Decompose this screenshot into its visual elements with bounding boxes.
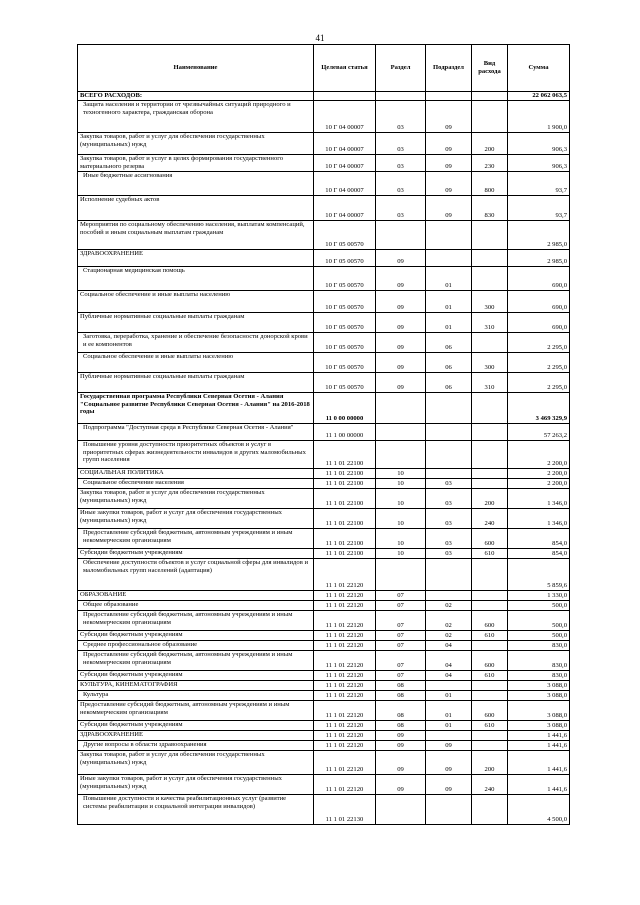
cell-expense-type: 300 <box>472 353 508 373</box>
table-row <box>78 479 570 489</box>
cell-target-code: 11 1 01 22120 <box>314 601 376 611</box>
cell-name: СОЦИАЛЬНАЯ ПОЛИТИКА <box>78 469 314 479</box>
cell-target-code: 11 0 00 00000 <box>314 393 376 424</box>
table-row <box>78 611 570 631</box>
table-row <box>78 701 570 721</box>
cell-subsection: 09 <box>426 751 472 775</box>
cell-target-code: 11 1 01 22100 <box>314 469 376 479</box>
header-section: Раздел <box>376 45 426 92</box>
cell-expense-type: 610 <box>472 631 508 641</box>
cell-target-code: 10 Г 05 00570 <box>314 267 376 291</box>
cell-sum: 906,3 <box>508 133 570 155</box>
cell-sum: 3 088,0 <box>508 691 570 701</box>
cell-target-code: 11 1 01 22120 <box>314 751 376 775</box>
cell-sum: 500,0 <box>508 611 570 631</box>
cell-target-code: 10 Г 04 00007 <box>314 172 376 196</box>
cell-expense-type: 200 <box>472 751 508 775</box>
cell-name: Субсидии бюджетным учреждениям <box>78 721 314 731</box>
cell-section <box>376 424 426 441</box>
cell-sum: 1 441,6 <box>508 751 570 775</box>
cell-target-code: 11 1 01 22120 <box>314 701 376 721</box>
cell-target-code: 11 1 01 22120 <box>314 731 376 741</box>
cell-sum: 690,0 <box>508 291 570 313</box>
cell-target-code: 10 Г 05 00570 <box>314 221 376 250</box>
cell-section <box>376 795 426 825</box>
cell-section: 08 <box>376 721 426 731</box>
cell-expense-type: 600 <box>472 529 508 549</box>
cell-expense-type: 300 <box>472 291 508 313</box>
cell-section <box>376 221 426 250</box>
table-row <box>78 441 570 469</box>
cell-name: Исполнение судебных актов <box>78 196 314 221</box>
cell-target-code <box>314 92 376 101</box>
cell-target-code: 11 1 01 22120 <box>314 681 376 691</box>
cell-section: 10 <box>376 549 426 559</box>
cell-expense-type <box>472 479 508 489</box>
cell-subsection: 03 <box>426 549 472 559</box>
cell-section: 09 <box>376 775 426 795</box>
cell-section: 09 <box>376 250 426 267</box>
budget-table <box>77 44 570 825</box>
cell-sum: 4 500,0 <box>508 795 570 825</box>
cell-sum: 1 900,0 <box>508 101 570 133</box>
cell-sum: 2 200,0 <box>508 479 570 489</box>
cell-target-code: 11 1 01 22100 <box>314 529 376 549</box>
table-row <box>78 651 570 671</box>
table-row <box>78 529 570 549</box>
cell-sum: 830,0 <box>508 671 570 681</box>
cell-target-code: 11 1 01 22120 <box>314 671 376 681</box>
cell-sum: 3 088,0 <box>508 681 570 691</box>
header-code: Целевая статья <box>314 45 376 92</box>
table-row <box>78 424 570 441</box>
cell-sum: 2 295,0 <box>508 373 570 393</box>
table-row <box>78 601 570 611</box>
cell-name: Общее образование <box>78 601 314 611</box>
cell-subsection <box>426 591 472 601</box>
table-row <box>78 333 570 353</box>
cell-section: 08 <box>376 691 426 701</box>
cell-section <box>376 559 426 591</box>
cell-target-code: 11 1 01 22130 <box>314 795 376 825</box>
cell-name: Государственная программа Республики Северная Осетия - Алания "Социальное развитие Республики Северная Осетия - Алания" на 2016-2018 годы <box>78 393 314 424</box>
cell-target-code: 11 1 01 22100 <box>314 479 376 489</box>
cell-expense-type: 200 <box>472 489 508 509</box>
cell-sum: 2 200,0 <box>508 441 570 469</box>
cell-subsection: 03 <box>426 479 472 489</box>
cell-name: Стационарная медицинская помощь <box>78 267 314 291</box>
cell-section: 03 <box>376 172 426 196</box>
cell-target-code: 10 Г 04 00007 <box>314 101 376 133</box>
cell-section: 09 <box>376 267 426 291</box>
cell-section: 09 <box>376 751 426 775</box>
cell-name: Культура <box>78 691 314 701</box>
cell-subsection: 02 <box>426 601 472 611</box>
table-body <box>78 92 570 825</box>
table-row <box>78 373 570 393</box>
cell-subsection: 03 <box>426 509 472 529</box>
cell-name: Закупка товаров, работ и услуг в целях формирования государственного материального резерва <box>78 155 314 172</box>
cell-subsection: 09 <box>426 133 472 155</box>
cell-target-code: 10 Г 05 00570 <box>314 373 376 393</box>
table-row <box>78 509 570 529</box>
cell-name: Повышение уровня доступности приоритетных объектов и услуг в приоритетных сферах жизнедеятельности инвалидов и других маломобильных групп населения <box>78 441 314 469</box>
cell-section: 07 <box>376 601 426 611</box>
cell-expense-type <box>472 92 508 101</box>
cell-expense-type: 610 <box>472 549 508 559</box>
table-header-row <box>78 45 570 92</box>
cell-target-code: 11 1 01 22120 <box>314 641 376 651</box>
cell-subsection: 06 <box>426 373 472 393</box>
cell-expense-type: 800 <box>472 172 508 196</box>
cell-subsection: 09 <box>426 196 472 221</box>
cell-name: Повышение доступности и качества реабилитационных услуг (развитие системы реабилитации и социальной интеграции инвалидов) <box>78 795 314 825</box>
table-row <box>78 549 570 559</box>
cell-name: Предоставление субсидий бюджетным, автономным учреждениям и иным некоммерческим организациям <box>78 651 314 671</box>
table-row <box>78 267 570 291</box>
cell-sum: 5 859,6 <box>508 559 570 591</box>
cell-section: 09 <box>376 333 426 353</box>
cell-target-code: 11 1 01 22120 <box>314 631 376 641</box>
cell-sum: 2 295,0 <box>508 333 570 353</box>
table-row <box>78 559 570 591</box>
cell-subsection <box>426 469 472 479</box>
cell-sum: 2 985,0 <box>508 250 570 267</box>
cell-subsection <box>426 221 472 250</box>
cell-sum: 1 441,6 <box>508 741 570 751</box>
cell-expense-type <box>472 469 508 479</box>
cell-subsection: 01 <box>426 291 472 313</box>
table-row <box>78 101 570 133</box>
cell-expense-type <box>472 333 508 353</box>
cell-section: 10 <box>376 469 426 479</box>
cell-name: Другие вопросы в области здравоохранения <box>78 741 314 751</box>
cell-expense-type <box>472 393 508 424</box>
cell-section <box>376 393 426 424</box>
cell-section: 03 <box>376 196 426 221</box>
cell-expense-type: 310 <box>472 313 508 333</box>
cell-sum: 854,0 <box>508 549 570 559</box>
table-row <box>78 691 570 701</box>
cell-target-code: 10 Г 05 00570 <box>314 250 376 267</box>
table-row <box>78 92 570 101</box>
cell-section: 09 <box>376 741 426 751</box>
cell-expense-type: 830 <box>472 196 508 221</box>
cell-expense-type <box>472 441 508 469</box>
cell-section: 03 <box>376 133 426 155</box>
cell-section <box>376 441 426 469</box>
table-row <box>78 721 570 731</box>
cell-sum: 906,3 <box>508 155 570 172</box>
cell-subsection <box>426 393 472 424</box>
table-row <box>78 731 570 741</box>
cell-subsection: 03 <box>426 489 472 509</box>
cell-expense-type <box>472 250 508 267</box>
header-sum: Сумма <box>508 45 570 92</box>
table-row <box>78 250 570 267</box>
cell-expense-type <box>472 795 508 825</box>
cell-name: Публичные нормативные социальные выплаты гражданам <box>78 373 314 393</box>
cell-subsection: 09 <box>426 172 472 196</box>
cell-target-code: 11 1 01 22120 <box>314 741 376 751</box>
cell-section: 07 <box>376 641 426 651</box>
cell-target-code: 10 Г 05 00570 <box>314 353 376 373</box>
cell-subsection: 01 <box>426 721 472 731</box>
cell-name: Субсидии бюджетным учреждениям <box>78 549 314 559</box>
cell-name: Подпрограмма "Доступная среда в Республике Северная Осетия - Алания" <box>78 424 314 441</box>
cell-subsection: 01 <box>426 267 472 291</box>
cell-expense-type: 200 <box>472 133 508 155</box>
cell-target-code: 11 1 01 22100 <box>314 441 376 469</box>
cell-subsection: 09 <box>426 775 472 795</box>
table-row <box>78 291 570 313</box>
cell-subsection <box>426 441 472 469</box>
cell-expense-type <box>472 741 508 751</box>
cell-target-code: 11 1 01 22120 <box>314 591 376 601</box>
cell-subsection: 04 <box>426 651 472 671</box>
cell-name: Среднее профессиональное образование <box>78 641 314 651</box>
table-row <box>78 631 570 641</box>
cell-name: Иные закупки товаров, работ и услуг для обеспечения государственных (муниципальных) нужд <box>78 775 314 795</box>
cell-expense-type: 310 <box>472 373 508 393</box>
table-row <box>78 393 570 424</box>
cell-section: 09 <box>376 353 426 373</box>
cell-name: Иные бюджетные ассигнования <box>78 172 314 196</box>
cell-subsection: 06 <box>426 353 472 373</box>
cell-target-code: 11 1 01 22120 <box>314 559 376 591</box>
table-row <box>78 671 570 681</box>
cell-subsection: 04 <box>426 641 472 651</box>
cell-section: 08 <box>376 701 426 721</box>
cell-subsection <box>426 424 472 441</box>
cell-subsection <box>426 731 472 741</box>
cell-target-code: 11 1 01 22100 <box>314 549 376 559</box>
cell-expense-type: 610 <box>472 671 508 681</box>
cell-sum: 3 088,0 <box>508 721 570 731</box>
cell-sum: 690,0 <box>508 313 570 333</box>
cell-section: 07 <box>376 631 426 641</box>
table-row <box>78 133 570 155</box>
cell-target-code: 11 1 01 22100 <box>314 489 376 509</box>
cell-name: Предоставление субсидий бюджетным, автономным учреждениям и иным некоммерческим организациям <box>78 529 314 549</box>
cell-sum: 1 346,0 <box>508 509 570 529</box>
cell-name: Социальное обеспечение населения <box>78 479 314 489</box>
cell-name: ВСЕГО РАСХОДОВ: <box>78 92 314 101</box>
cell-section: 10 <box>376 509 426 529</box>
cell-expense-type <box>472 731 508 741</box>
table-row <box>78 795 570 825</box>
table-row <box>78 196 570 221</box>
cell-sum: 690,0 <box>508 267 570 291</box>
cell-section: 10 <box>376 479 426 489</box>
cell-sum: 1 330,0 <box>508 591 570 601</box>
cell-target-code: 11 1 01 22120 <box>314 721 376 731</box>
cell-sum: 2 200,0 <box>508 469 570 479</box>
cell-target-code: 10 Г 05 00570 <box>314 333 376 353</box>
cell-name: Иные закупки товаров, работ и услуг для обеспечения государственных (муниципальных) нужд <box>78 509 314 529</box>
cell-subsection: 01 <box>426 313 472 333</box>
cell-section: 10 <box>376 529 426 549</box>
cell-expense-type <box>472 221 508 250</box>
cell-expense-type: 230 <box>472 155 508 172</box>
cell-name: Закупка товаров, работ и услуг для обеспечения государственных (муниципальных) нужд <box>78 489 314 509</box>
cell-subsection: 01 <box>426 701 472 721</box>
cell-subsection: 09 <box>426 101 472 133</box>
cell-subsection: 03 <box>426 529 472 549</box>
table-row <box>78 489 570 509</box>
cell-name: Закупка товаров, работ и услуг для обеспечения государственных (муниципальных) нужд <box>78 133 314 155</box>
cell-target-code: 11 1 01 22120 <box>314 775 376 795</box>
cell-name: Закупка товаров, работ и услуг для обеспечения государственных (муниципальных) нужд <box>78 751 314 775</box>
cell-subsection: 09 <box>426 741 472 751</box>
cell-subsection <box>426 681 472 691</box>
table-row <box>78 741 570 751</box>
cell-target-code: 10 Г 04 00007 <box>314 196 376 221</box>
cell-expense-type: 600 <box>472 611 508 631</box>
cell-target-code: 11 1 01 22120 <box>314 611 376 631</box>
cell-section: 09 <box>376 373 426 393</box>
cell-sum: 2 295,0 <box>508 353 570 373</box>
cell-expense-type: 610 <box>472 721 508 731</box>
cell-sum: 1 441,6 <box>508 775 570 795</box>
cell-section: 07 <box>376 651 426 671</box>
cell-sum: 500,0 <box>508 631 570 641</box>
cell-name: Публичные нормативные социальные выплаты гражданам <box>78 313 314 333</box>
table-row <box>78 155 570 172</box>
cell-subsection <box>426 250 472 267</box>
cell-expense-type: 240 <box>472 775 508 795</box>
table-row <box>78 751 570 775</box>
cell-section: 08 <box>376 681 426 691</box>
cell-section: 03 <box>376 155 426 172</box>
cell-target-code: 10 Г 04 00007 <box>314 155 376 172</box>
cell-section: 07 <box>376 611 426 631</box>
cell-expense-type <box>472 559 508 591</box>
cell-name: Социальное обеспечение и иные выплаты населению <box>78 291 314 313</box>
cell-sum: 1 441,6 <box>508 731 570 741</box>
cell-subsection: 02 <box>426 631 472 641</box>
cell-target-code: 11 1 00 00000 <box>314 424 376 441</box>
cell-section <box>376 92 426 101</box>
cell-section: 07 <box>376 671 426 681</box>
table-row <box>78 469 570 479</box>
cell-sum: 57 263,2 <box>508 424 570 441</box>
cell-name: Предоставление субсидий бюджетным, автономным учреждениям и иным некоммерческим организациям <box>78 611 314 631</box>
cell-name: Мероприятия по социальному обеспечению населения, выплатам компенсаций, пособий и иным социальным выплатам гражданам <box>78 221 314 250</box>
table-row <box>78 353 570 373</box>
cell-target-code: 11 1 01 22100 <box>314 509 376 529</box>
cell-sum: 93,7 <box>508 172 570 196</box>
cell-name: ЗДРАВООХРАНЕНИЕ <box>78 250 314 267</box>
table-row <box>78 775 570 795</box>
cell-sum: 500,0 <box>508 601 570 611</box>
cell-sum: 830,0 <box>508 641 570 651</box>
header-name: Наименование <box>78 45 314 92</box>
cell-subsection: 01 <box>426 691 472 701</box>
cell-subsection: 09 <box>426 155 472 172</box>
table-row <box>78 591 570 601</box>
cell-expense-type: 600 <box>472 701 508 721</box>
table-row <box>78 313 570 333</box>
cell-subsection <box>426 92 472 101</box>
cell-subsection <box>426 559 472 591</box>
cell-name: Заготовка, переработка, хранение и обеспечение безопасности донорской крови и ее компонентов <box>78 333 314 353</box>
table-row <box>78 641 570 651</box>
cell-expense-type <box>472 591 508 601</box>
cell-name: Предоставление субсидий бюджетным, автономным учреждениям и иным некоммерческим организациям <box>78 701 314 721</box>
cell-expense-type: 240 <box>472 509 508 529</box>
cell-sum: 1 346,0 <box>508 489 570 509</box>
table-row <box>78 172 570 196</box>
cell-expense-type <box>472 641 508 651</box>
page-number: 41 <box>315 33 325 43</box>
cell-target-code: 11 1 01 22120 <box>314 691 376 701</box>
cell-target-code: 10 Г 05 00570 <box>314 313 376 333</box>
table-row <box>78 221 570 250</box>
cell-section: 09 <box>376 313 426 333</box>
cell-name: Социальное обеспечение и иные выплаты населению <box>78 353 314 373</box>
cell-sum: 3 469 329,9 <box>508 393 570 424</box>
cell-section: 07 <box>376 591 426 601</box>
cell-expense-type: 600 <box>472 651 508 671</box>
cell-expense-type <box>472 424 508 441</box>
cell-sum: 22 062 063,5 <box>508 92 570 101</box>
header-expense-type: Вид расхода <box>472 45 508 92</box>
cell-subsection: 04 <box>426 671 472 681</box>
cell-target-code: 10 Г 04 00007 <box>314 133 376 155</box>
cell-target-code: 10 Г 05 00570 <box>314 291 376 313</box>
cell-subsection <box>426 795 472 825</box>
table-row <box>78 681 570 691</box>
cell-name: Защита населения и территории от чрезвычайных ситуаций природного и техногенного характера, гражданская оборона <box>78 101 314 133</box>
cell-name: ЗДРАВООХРАНЕНИЕ <box>78 731 314 741</box>
cell-subsection: 06 <box>426 333 472 353</box>
cell-expense-type <box>472 101 508 133</box>
cell-expense-type <box>472 601 508 611</box>
cell-section: 09 <box>376 291 426 313</box>
cell-name: КУЛЬТУРА, КИНЕМАТОГРАФИЯ <box>78 681 314 691</box>
cell-expense-type <box>472 691 508 701</box>
cell-sum: 854,0 <box>508 529 570 549</box>
cell-sum: 2 985,0 <box>508 221 570 250</box>
cell-section: 03 <box>376 101 426 133</box>
cell-subsection: 02 <box>426 611 472 631</box>
cell-section: 09 <box>376 731 426 741</box>
cell-section: 10 <box>376 489 426 509</box>
cell-expense-type <box>472 267 508 291</box>
cell-name: Субсидии бюджетным учреждениям <box>78 631 314 641</box>
cell-sum: 93,7 <box>508 196 570 221</box>
cell-name: ОБРАЗОВАНИЕ <box>78 591 314 601</box>
cell-expense-type <box>472 681 508 691</box>
cell-sum: 3 088,0 <box>508 701 570 721</box>
header-subsection: Подраздел <box>426 45 472 92</box>
cell-target-code: 11 1 01 22120 <box>314 651 376 671</box>
cell-sum: 830,0 <box>508 651 570 671</box>
cell-name: Обеспечение доступности объектов и услуг социальной сферы для инвалидов и маломобильных групп населений (адаптация) <box>78 559 314 591</box>
cell-name: Субсидии бюджетным учреждениям <box>78 671 314 681</box>
